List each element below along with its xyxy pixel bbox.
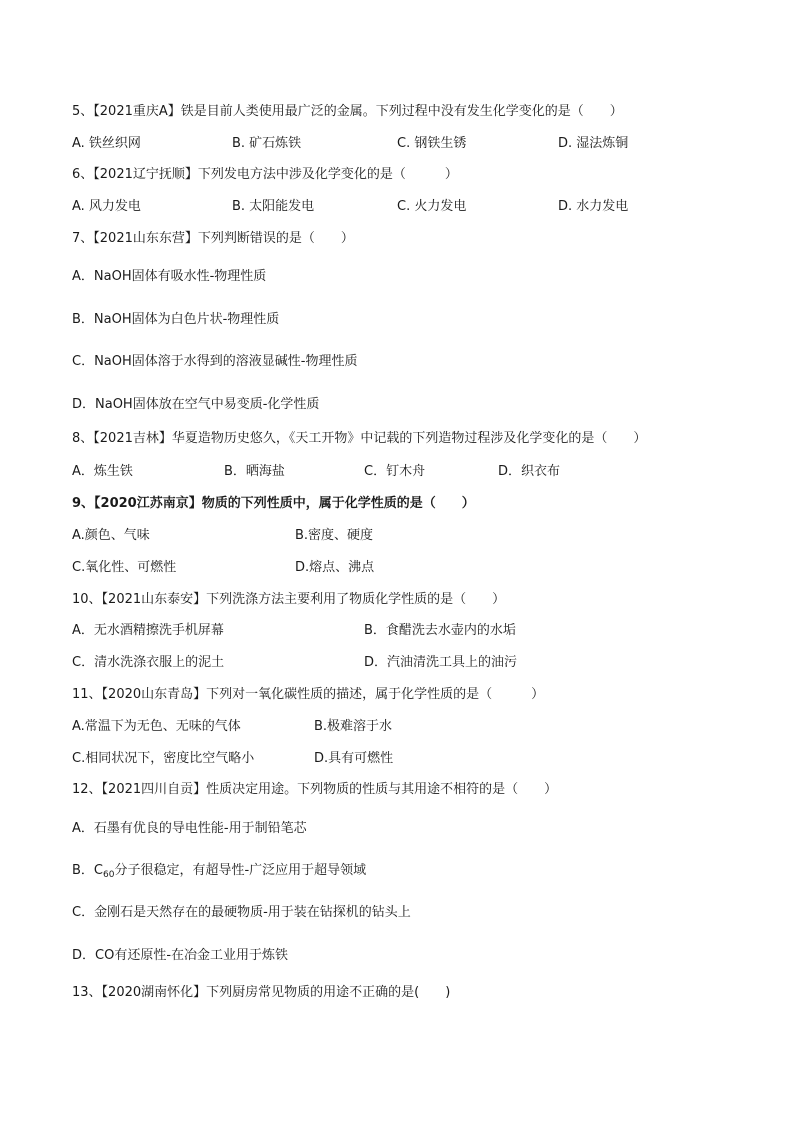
question-12-option-b-prefix: B．C [72, 863, 103, 878]
question-10-option-c: C．清水洗涤衣服上的泥土 [72, 655, 225, 670]
question-12-option-b-text: 分子很稳定，有超导性-广泛应用于超导领域 [114, 863, 367, 878]
question-7-stem: 7、【2021山东东营】下列判断错误的是（ ） [72, 231, 354, 246]
question-5-option-d: D. 湿法炼铜 [558, 136, 629, 151]
question-10-option-b: B．食醋洗去水壶内的水垢 [364, 623, 516, 638]
question-9-option-b: B.密度、硬度 [295, 528, 374, 543]
question-11-option-b: B.极难溶于水 [314, 719, 393, 734]
question-10-option-a: A．无水酒精擦洗手机屏幕 [72, 623, 224, 638]
question-12-option-c: C．金刚石是天然存在的最硬物质-用于装在钻探机的钻头上 [72, 905, 411, 920]
question-12-option-b-subscript: 60 [103, 870, 115, 880]
question-11-option-c: C.相同状况下，密度比空气略小 [72, 751, 255, 766]
question-6-option-a: A. 风力发电 [72, 199, 141, 214]
question-5-option-c: C. 钢铁生锈 [397, 136, 467, 151]
question-11-option-a: A.常温下为无色、无味的气体 [72, 719, 241, 734]
question-8-option-b: B．晒海盐 [224, 464, 285, 479]
question-6-stem: 6、【2021辽宁抚顺】下列发电方法中涉及化学变化的是（ ） [72, 167, 458, 182]
question-10-stem: 10、【2021山东泰安】下列洗涤方法主要利用了物质化学性质的是（ ） [72, 592, 506, 607]
question-12-stem: 12、【2021四川自贡】性质决定用途。下列物质的性质与其用途不相符的是（ ） [72, 782, 558, 797]
question-9-option-c: C.氧化性、可燃性 [72, 560, 177, 575]
question-8-option-c: C．钉木舟 [364, 464, 426, 479]
question-8-stem: 8、【2021吉林】华夏造物历史悠久，《天工开物》中记载的下列造物过程涉及化学变化的是（ ） [72, 431, 647, 446]
question-8-option-d: D．织衣布 [498, 464, 561, 479]
question-9-option-d: D.熔点、沸点 [295, 560, 375, 575]
question-9-stem: 9、【2020江苏南京】物质的下列性质中，属于化学性质的是（ ） [72, 496, 475, 511]
question-7-option-c: C．NaOH固体溶于水得到的溶液显碱性-物理性质 [72, 354, 358, 369]
question-10-option-d: D．汽油清洗工具上的油污 [364, 655, 518, 670]
question-5-option-b: B. 矿石炼铁 [232, 136, 302, 151]
question-7-option-a: A．NaOH固体有吸水性-物理性质 [72, 269, 267, 284]
question-5-option-a: A. 铁丝织网 [72, 136, 141, 151]
question-13-stem: 13、【2020湖南怀化】下列厨房常见物质的用途不正确的是( ) [72, 985, 451, 1000]
question-9-option-a: A.颜色、气味 [72, 528, 150, 543]
question-12-option-a: A．石墨有优良的导电性能-用于制铅笔芯 [72, 821, 307, 836]
question-12-option-b [72, 862, 366, 880]
question-11-stem: 11、【2020山东青岛】下列对一氧化碳性质的描述，属于化学性质的是（ ） [72, 687, 545, 702]
question-6-option-d: D. 水力发电 [558, 199, 629, 214]
question-5-stem: 5、【2021重庆A】铁是目前人类使用最广泛的金属。下列过程中没有发生化学变化的是（ ） [72, 104, 623, 119]
question-8-option-a: A．炼生铁 [72, 464, 133, 479]
question-6-option-c: C. 火力发电 [397, 199, 467, 214]
question-11-option-d: D.具有可燃性 [314, 751, 394, 766]
question-6-option-b: B. 太阳能发电 [232, 199, 315, 214]
question-12-option-d: D．CO有还原性-在冶金工业用于炼铁 [72, 948, 289, 963]
question-7-option-d: D．NaOH固体放在空气中易变质-化学性质 [72, 397, 320, 412]
question-7-option-b: B．NaOH固体为白色片状-物理性质 [72, 312, 280, 327]
